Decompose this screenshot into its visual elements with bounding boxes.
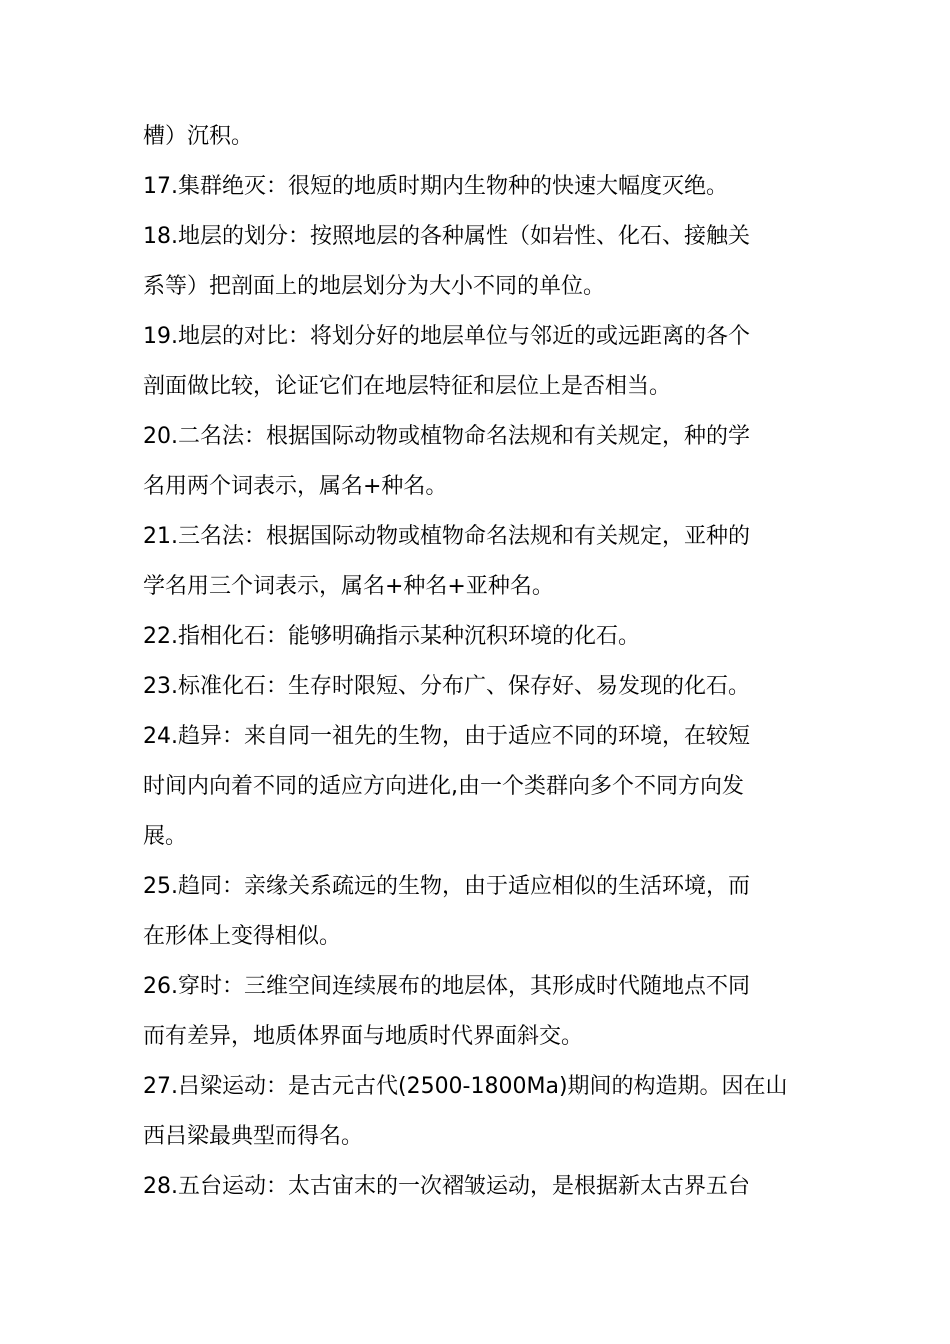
- paragraph-17: [143, 162, 813, 212]
- text-line: 剖面做比较，论证它们在地层特征和层位上是否相当。: [143, 374, 672, 399]
- text-line: 20.二名法：根据国际动物或植物命名法规和有关规定，种的学: [143, 424, 750, 449]
- text-line: 展。: [143, 824, 188, 849]
- text-line: 学名用三个词表示，属名+种名+亚种名。: [143, 574, 554, 599]
- text-line: 17.集群绝灭：很短的地质时期内生物种的快速大幅度灭绝。: [143, 174, 728, 199]
- text-line: 时间内向着不同的适应方向进化,由一个类群向多个不同方向发: [143, 774, 744, 799]
- text-line: 而有差异，地质体界面与地质时代界面斜交。: [143, 1024, 584, 1049]
- paragraph-continuation: [143, 112, 813, 162]
- text-line: 19.地层的对比：将划分好的地层单位与邻近的或远距离的各个: [143, 324, 750, 349]
- paragraph-26: [143, 962, 813, 1062]
- paragraph-19: [143, 312, 813, 412]
- paragraph-21: [143, 512, 813, 612]
- paragraph-18: [143, 212, 813, 312]
- paragraph-20: [143, 412, 813, 512]
- text-line: 24.趋异：来自同一祖先的生物，由于适应不同的环境，在较短: [143, 724, 750, 749]
- paragraph-28: [143, 1162, 813, 1212]
- text-line: 25.趋同：亲缘关系疏远的生物，由于适应相似的生活环境，而: [143, 874, 750, 899]
- paragraph-24: [143, 712, 813, 862]
- paragraph-27: [143, 1062, 813, 1162]
- text-line: 23.标准化石：生存时限短、分布广、保存好、易发现的化石。: [143, 674, 750, 699]
- text-line: 系等）把剖面上的地层划分为大小不同的单位。: [143, 274, 606, 299]
- text-line: 槽）沉积。: [143, 124, 254, 149]
- text-line: 28.五台运动：太古宙末的一次褶皱运动，是根据新太古界五台: [143, 1174, 750, 1199]
- document-body: [143, 112, 813, 1212]
- paragraph-22: [143, 612, 813, 662]
- text-line: 26.穿时：三维空间连续展布的地层体，其形成时代随地点不同: [143, 974, 750, 999]
- text-line: 27.吕梁运动：是古元古代(2500-1800Ma)期间的构造期。因在山: [143, 1074, 788, 1099]
- text-line: 22.指相化石：能够明确指示某种沉积环境的化石。: [143, 624, 640, 649]
- paragraph-25: [143, 862, 813, 962]
- paragraph-23: [143, 662, 813, 712]
- text-line: 在形体上变得相似。: [143, 924, 342, 949]
- text-line: 名用两个词表示，属名+种名。: [143, 474, 448, 499]
- text-line: 西吕梁最典型而得名。: [143, 1124, 364, 1149]
- text-line: 21.三名法：根据国际动物或植物命名法规和有关规定，亚种的: [143, 524, 750, 549]
- text-line: 18.地层的划分：按照地层的各种属性（如岩性、化石、接触关: [143, 224, 750, 249]
